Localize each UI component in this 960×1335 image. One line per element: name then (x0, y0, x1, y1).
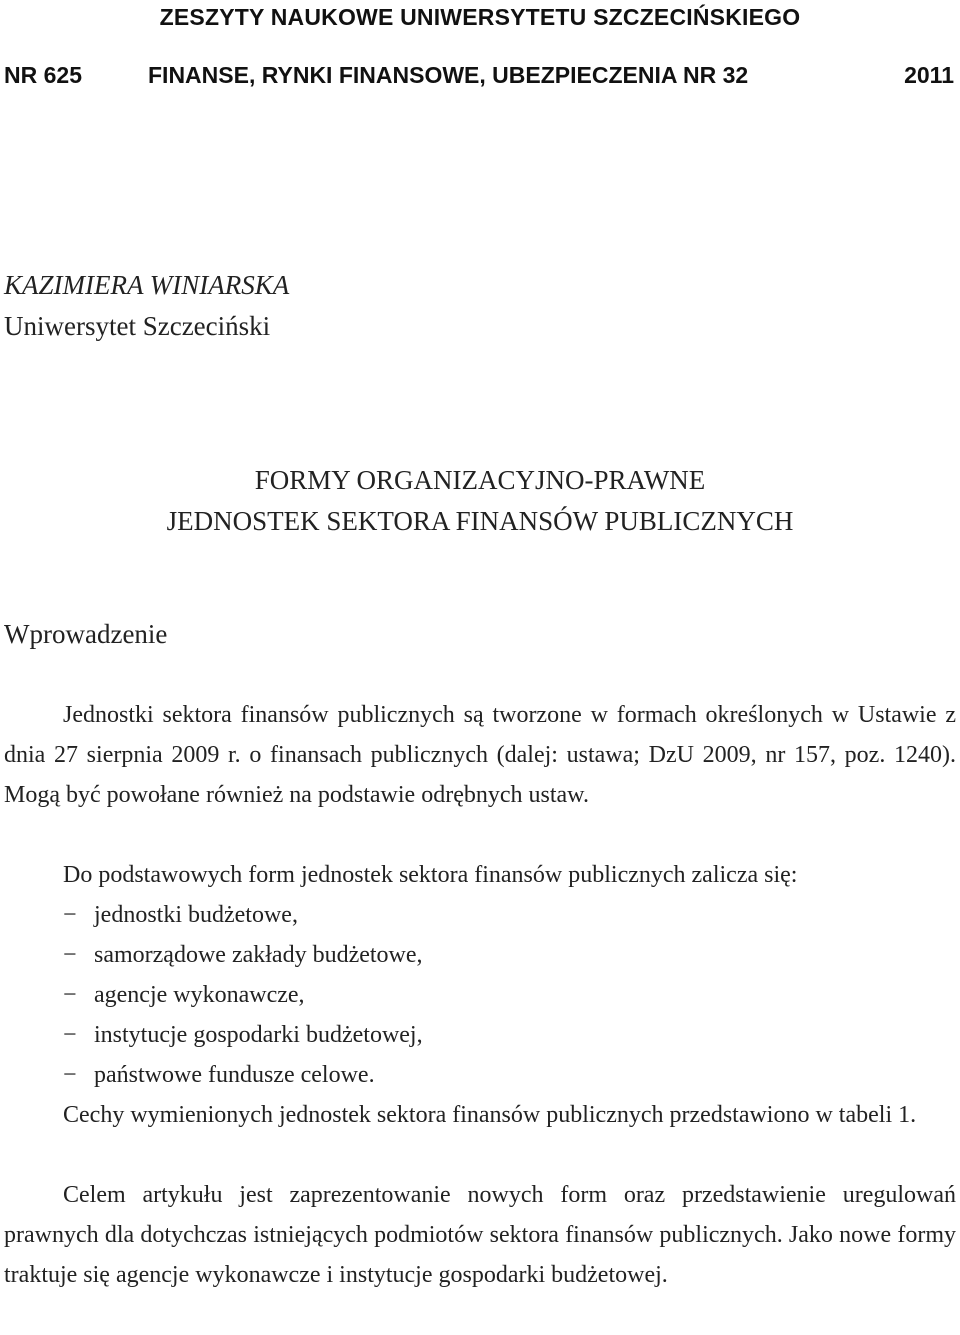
journal-title: ZESZYTY NAUKOWE UNIWERSYTETU SZCZECIŃSKIEGO (159, 4, 801, 30)
list-item (0, 1015, 952, 1055)
paragraph-aim: Celem artykułu jest zaprezentowanie nowych form oraz przedstawienie uregulowań prawnych dla dotychczas istniejących podmiotów sektora finansów publicznych. Jako nowe formy traktuje się agencje wykonawcze i instytucje gospodarki budżetowej. (4, 1182, 956, 1288)
paragraph-intro: Jednostki sektora finansów publicznych są tworzone w formach określonych w Ustawie z dnia 27 sierpnia 2009 r. o finansach publicznych (dalej: ustawa; DzU 2009, nr 157, poz. 1240). Mogą być powołane również na podstawie odrębnych ustaw. (4, 702, 956, 808)
publication-year: 2011 (904, 62, 954, 88)
issue-line (0, 62, 960, 92)
list-item (0, 895, 952, 935)
list-dash: − (63, 982, 77, 1008)
list-dash: − (63, 902, 77, 928)
list-item-text: jednostki budżetowe, (94, 902, 298, 928)
section-heading: Wprowadzenie (4, 619, 168, 649)
list-item-text: agencje wykonawcze, (94, 982, 305, 1008)
list-item-text: samorządowe zakłady budżetowe, (94, 942, 423, 968)
article-title-line-2: JEDNOSTEK SEKTORA FINANSÓW PUBLICZNYCH (166, 506, 794, 536)
paragraph-forms-lead: Do podstawowych form jednostek sektora finansów publicznych zalicza się: (63, 862, 798, 888)
author-name: KAZIMIERA WINIARSKA (4, 270, 290, 300)
list-item (0, 935, 952, 975)
list-dash: − (63, 942, 77, 968)
article-title-line-1: FORMY ORGANIZACYJNO-PRAWNE (254, 465, 706, 495)
list-dash: − (63, 1022, 77, 1048)
paragraph-table-ref: Cechy wymienionych jednostek sektora finansów publicznych przedstawiono w tabeli 1. (63, 1102, 917, 1128)
author-affiliation: Uniwersytet Szczeciński (4, 311, 271, 341)
forms-list (0, 895, 952, 1095)
issue-number: NR 625 (4, 62, 82, 88)
list-dash: − (63, 1062, 77, 1088)
list-item (0, 975, 952, 1015)
list-item (0, 1055, 952, 1095)
series-title: FINANSE, RYNKI FINANSOWE, UBEZPIECZENIA NR 32 (148, 62, 749, 88)
list-item-text: instytucje gospodarki budżetowej, (94, 1022, 423, 1048)
article-title (0, 460, 960, 542)
list-item-text: państwowe fundusze celowe. (94, 1062, 375, 1088)
